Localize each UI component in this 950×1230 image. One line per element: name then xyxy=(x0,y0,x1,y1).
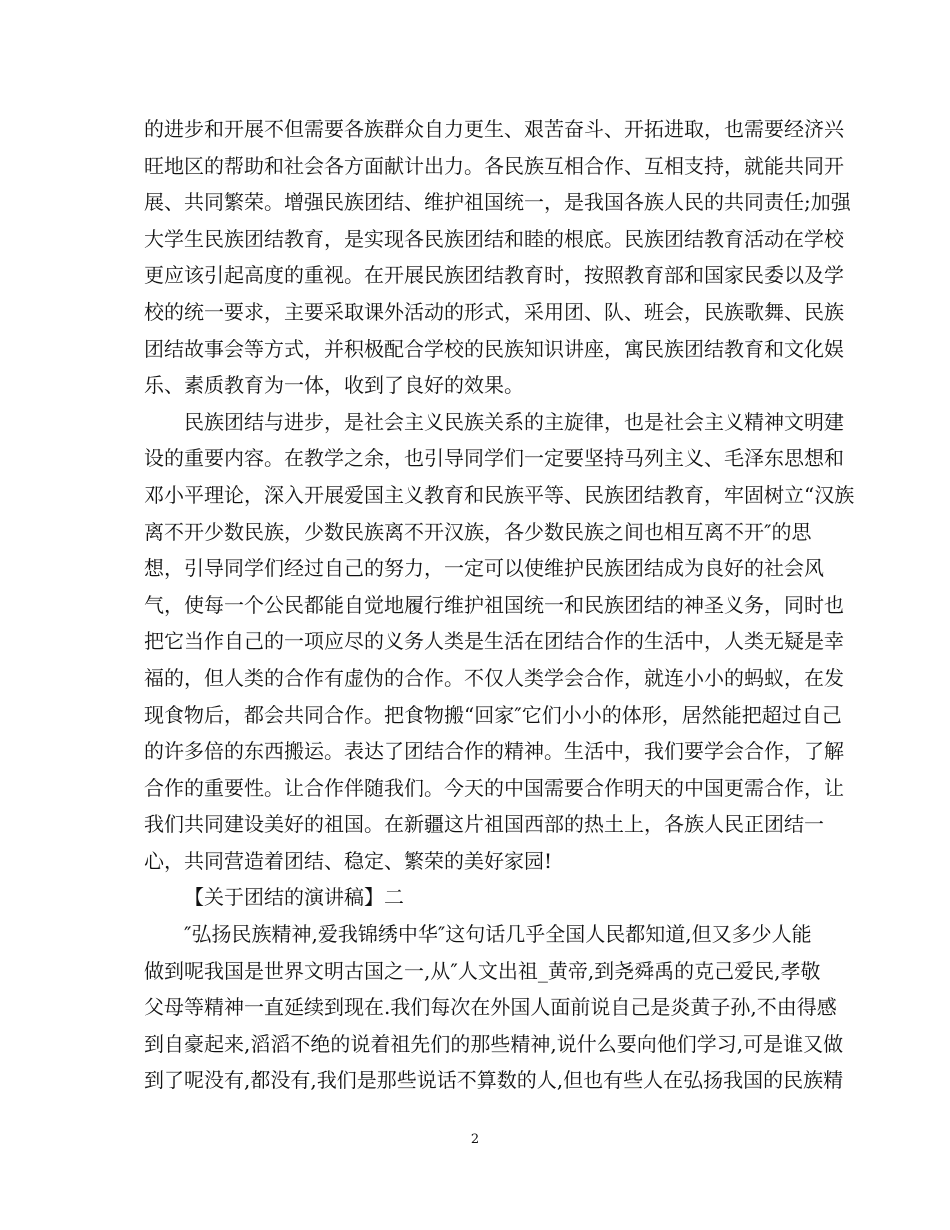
section-heading: 【关于团结的演讲稿】二 xyxy=(184,885,404,910)
text-line: 团结故事会等方式，并积极配合学校的民族知识讲座，寓民族团结教育和文化娱 xyxy=(144,336,844,361)
text-line: 旺地区的帮助和社会各方面献计出力。各民族互相合作、互相支持，就能共同开 xyxy=(144,153,844,178)
text-line: 到了呢没有,都没有,我们是那些说话不算数的人,但也有些人在弘扬我国的民族精 xyxy=(144,1068,844,1093)
text-line: 更应该引起高度的重视。在开展民族团结教育时，按照教育部和国家民委以及学 xyxy=(144,263,844,288)
page-number: 2 xyxy=(470,1132,480,1147)
text-line: 把它当作自己的一项应尽的义务人类是生活在团结合作的生活中，人类无疑是幸 xyxy=(144,629,844,654)
text-line: 校的统一要求，主要采取课外活动的形式，采用团、队、班会，民族歌舞、民族 xyxy=(144,299,844,324)
body-text xyxy=(144,111,855,1099)
text-line: 邓小平理论，深入开展爱国主义教育和民族平等、民族团结教育，牢固树立“汉族 xyxy=(144,482,855,507)
text-line: 的进步和开展不但需要各族群众自力更生、艰苦奋斗、开拓进取，也需要经济兴 xyxy=(144,117,844,141)
paragraph-start-line: 民族团结与进步，是社会主义民族关系的主旋律，也是社会主义精神文明建 xyxy=(184,409,844,434)
text-line: 的许多倍的东西搬运。表达了团结合作的精神。生活中，我们要学会合作，了解 xyxy=(144,739,844,764)
text-line: 离不开少数民族，少数民族离不开汉族，各少数民族之间也相互离不开″的思 xyxy=(144,519,812,544)
text-line: 父母等精神一直延续到现在.我们每次在外国人面前说自己是炎黄子孙,不由得感 xyxy=(144,995,837,1020)
text-line: 到自豪起来,滔滔不绝的说着祖先们的那些精神,说什么要向他们学习,可是谁又做 xyxy=(144,1031,844,1056)
text-line: 心，共同营造着团结、稳定、繁荣的美好家园! xyxy=(144,848,553,873)
text-line: 乐、素质教育为一体，收到了良好的效果。 xyxy=(144,373,524,398)
text-line: 设的重要内容。在教学之余，也引导同学们一定要坚持马列主义、毛泽东思想和 xyxy=(144,446,844,471)
text-line: 展、共同繁荣。增强民族团结、维护祖国统一，是我国各族人民的共同责任;加强 xyxy=(144,190,851,215)
text-line: 想，引导同学们经过自己的努力，一定可以使维护民族团结成为良好的社会风 xyxy=(144,556,824,581)
text-line: 大学生民族团结教育，是实现各民族团结和睦的根底。民族团结教育活动在学校 xyxy=(144,226,844,251)
paragraph-start-line: ″弘扬民族精神,爱我锦绣中华″这句话几乎全国人民都知道,但又多少人能 xyxy=(184,922,812,947)
text-line: 福的，但人类的合作有虚伪的合作。不仅人类学会合作，就连小小的蚂蚁，在发 xyxy=(144,665,844,690)
text-line: 做到呢我国是世界文明古国之一,从″人文出祖_黄帝,到尧舜禹的克己爱民,孝敬 xyxy=(144,958,821,983)
text-line: 气，使每一个公民都能自觉地履行维护祖国统一和民族团结的神圣义务，同时也 xyxy=(144,592,844,617)
text-line: 我们共同建设美好的祖国。在新疆这片祖国西部的热土上，各族人民正团结一 xyxy=(144,812,824,837)
text-line: 合作的重要性。让合作伴随我们。今天的中国需要合作明天的中国更需合作，让 xyxy=(144,775,844,800)
text-line: 现食物后，都会共同合作。把食物搬“回家″它们小小的体形，居然能把超过自己 xyxy=(144,702,842,727)
